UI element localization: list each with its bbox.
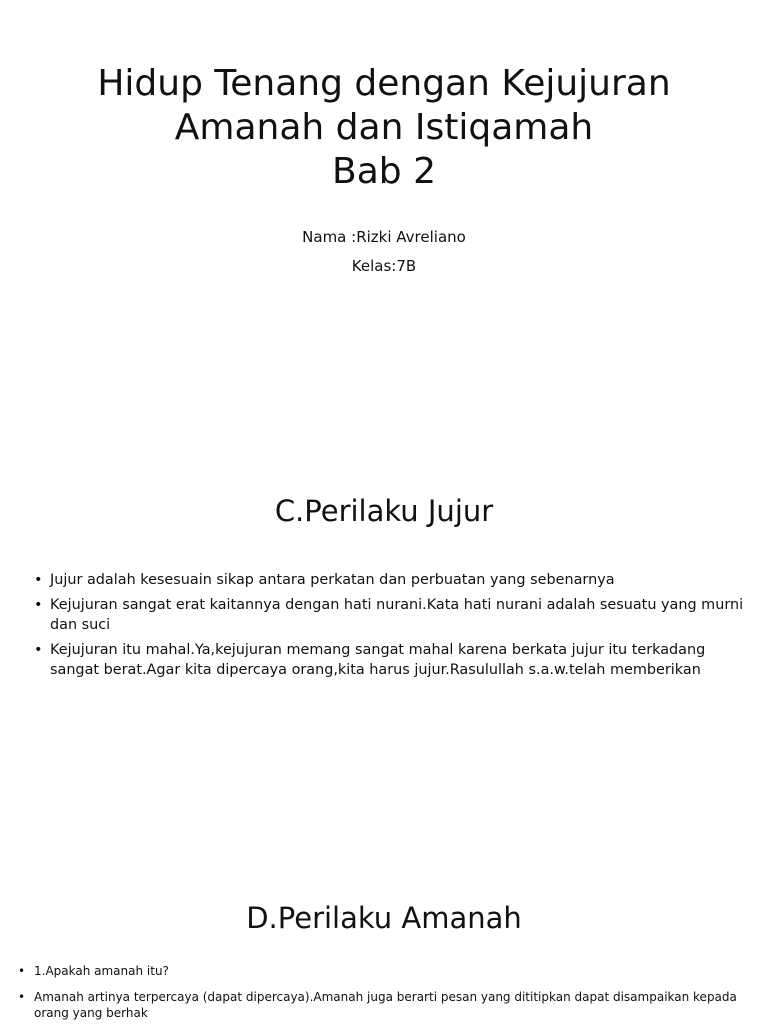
title-slide bbox=[0, 0, 768, 330]
honesty-slide bbox=[0, 330, 768, 680]
main-title-line-3: Bab 2 bbox=[332, 151, 436, 192]
main-title-line-1: Hidup Tenang dengan Kejujuran bbox=[97, 63, 671, 104]
student-name: Nama :Rizki Avreliano bbox=[302, 228, 466, 246]
main-title bbox=[40, 62, 728, 194]
main-title-line-2: Amanah dan Istiqamah bbox=[174, 107, 594, 148]
list-item: • Kejujuran sangat erat kaitannya dengan hati nurani.Kata hati nurani adalah sesuatu yang murni dan suci bbox=[34, 595, 744, 635]
section-title-jujur: C.Perilaku Jujur bbox=[274, 494, 494, 528]
bullet-list-amanah bbox=[18, 963, 758, 1031]
list-item: • Amanah artinya terpercaya (dapat dipercaya).Amanah juga berarti pesan yang dititipkan dapat disampaikan kepada orang yang berhak bbox=[18, 989, 758, 1021]
list-item: • Jujur adalah kesesuain sikap antara perkatan dan perbuatan yang sebenarnya bbox=[34, 570, 744, 590]
list-item: • Kejujuran itu mahal.Ya,kejujuran memang sangat mahal karena berkata jujur itu terkadang sangat berat.Agar kita dipercaya orang,kita harus jujur.Rasulullah s.a.w.telah memberikan bbox=[34, 640, 744, 740]
student-class: Kelas:7B bbox=[351, 257, 417, 275]
section-title-amanah: D.Perilaku Amanah bbox=[246, 901, 522, 935]
list-item: • 1.Apakah amanah itu? bbox=[18, 963, 758, 979]
amanah-slide bbox=[0, 680, 768, 1024]
